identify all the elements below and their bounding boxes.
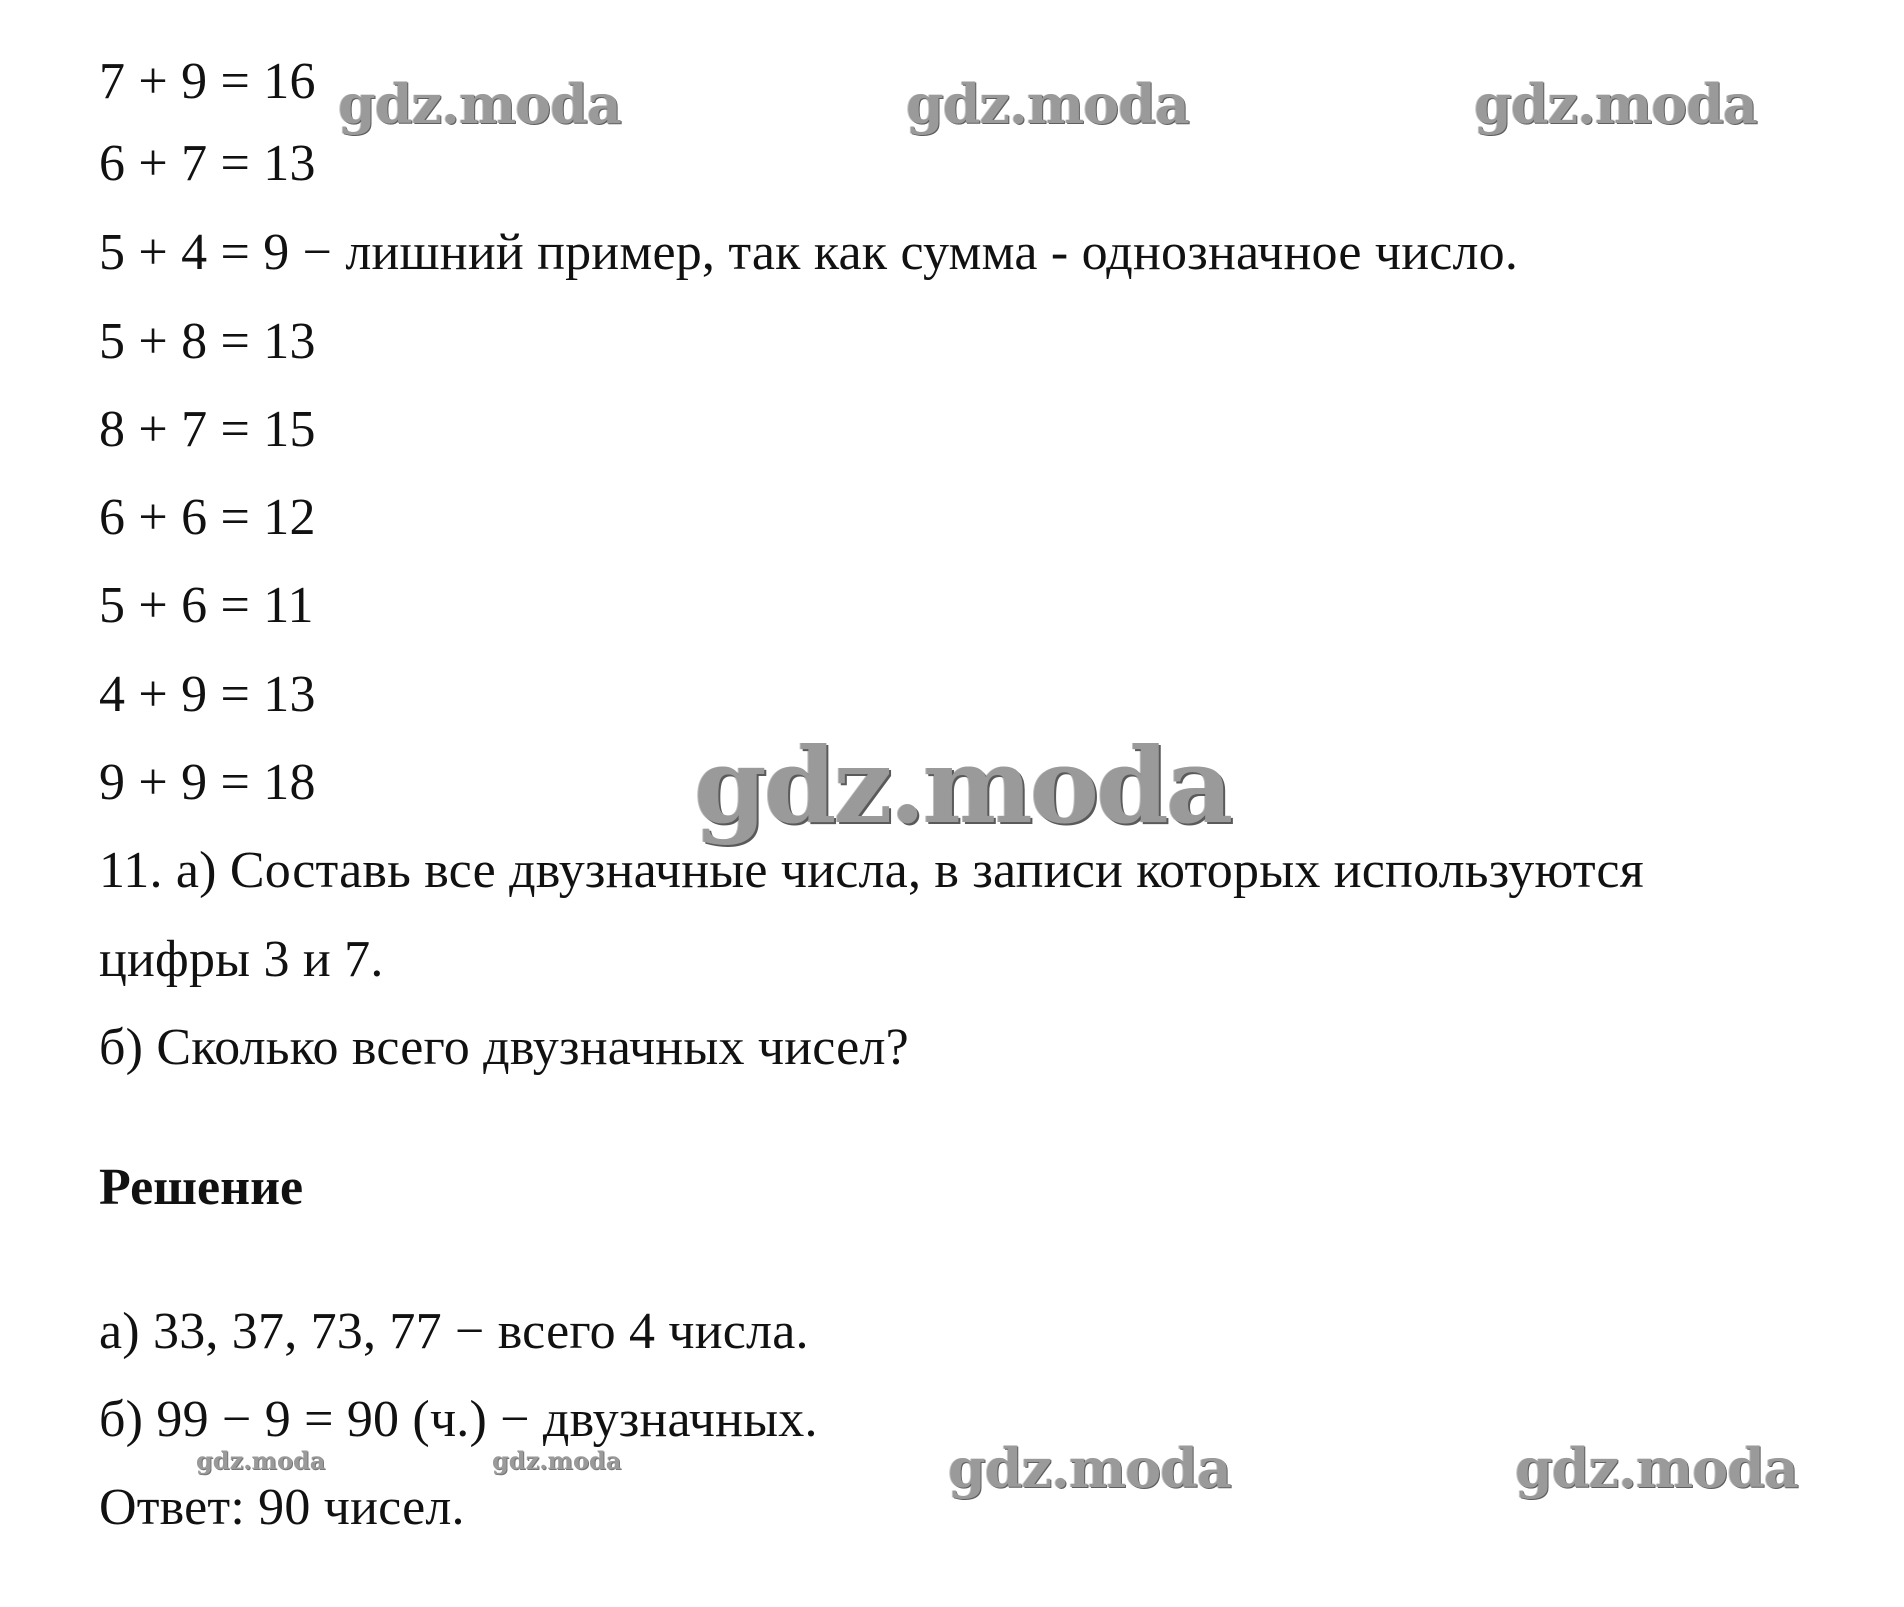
watermark-small: gdz.moda xyxy=(492,1446,622,1475)
equation-line: 5 + 6 = 11 xyxy=(99,577,314,634)
solution-line-b: б) 99 − 9 = 90 (ч.) − двузначных. xyxy=(99,1391,818,1448)
task-text-line-1: 11. а) Составь все двузначные числа, в записи которых используются xyxy=(99,842,1644,899)
equation-line: 6 + 6 = 12 xyxy=(99,489,316,546)
equation-line-extra-example: 5 + 4 = 9 − лишний пример, так как сумма - однозначное число. xyxy=(99,224,1519,281)
equation-line: 6 + 7 = 13 xyxy=(99,135,316,192)
answer-line: Ответ: 90 чисел. xyxy=(99,1479,465,1536)
equation-line: 5 + 8 = 13 xyxy=(99,313,316,370)
solution-line-a: а) 33, 37, 73, 77 − всего 4 числа. xyxy=(99,1303,809,1360)
solution-heading: Решение xyxy=(99,1159,304,1216)
watermark: gdz.moda xyxy=(906,72,1189,136)
watermark: gdz.moda xyxy=(1515,1436,1798,1500)
equation-line: 7 + 9 = 16 xyxy=(99,53,316,110)
watermark-small: gdz.moda xyxy=(196,1446,326,1475)
equation-line: 4 + 9 = 13 xyxy=(99,666,316,723)
watermark: gdz.moda xyxy=(338,72,621,136)
equation-line: 8 + 7 = 15 xyxy=(99,401,316,458)
watermark: gdz.moda xyxy=(1474,72,1757,136)
watermark: gdz.moda xyxy=(948,1436,1231,1500)
equation-line: 9 + 9 = 18 xyxy=(99,754,316,811)
watermark-large: gdz.moda xyxy=(694,724,1231,847)
task-text-line-3: б) Сколько всего двузначных чисел? xyxy=(99,1019,909,1076)
task-text-line-2: цифры 3 и 7. xyxy=(99,931,384,988)
